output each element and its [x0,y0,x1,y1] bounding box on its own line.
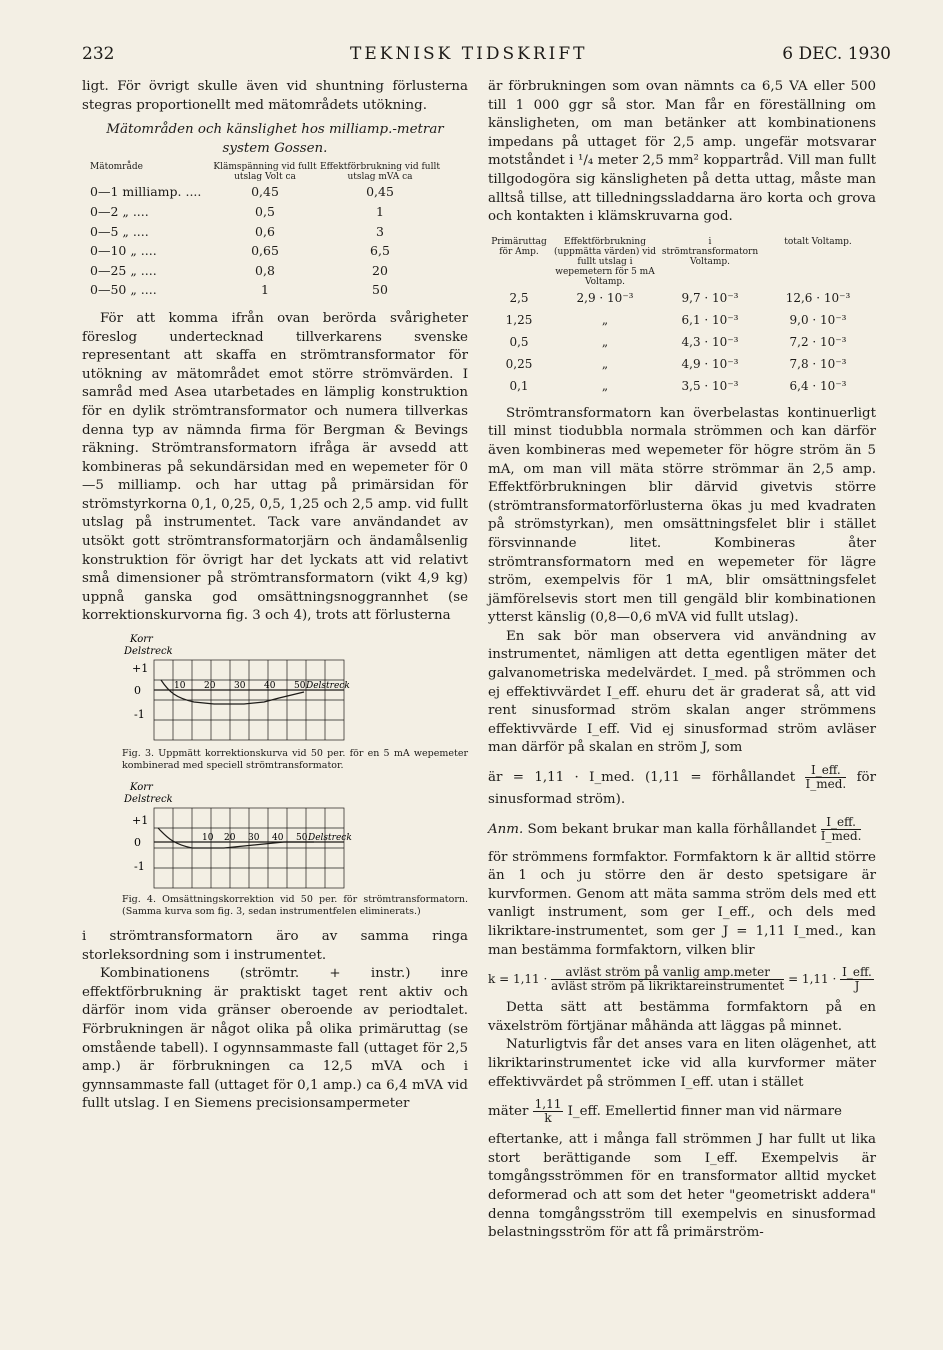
equation-text: är = 1,11 · I_med. (1,11 = förhållandet [488,770,796,786]
paragraph: Naturligtvis får det anses vara en liten olägenhet, att likriktarinstrumentet icke vid alla kurvformer mäter effektivvärdet på strömmen I_eff. utan i stället [488,1037,876,1090]
table-title: Mätområden och känslighet hos milliamp.-metrar system Gossen. [106,122,444,156]
table-body [90,182,440,300]
tick-label: +1 [132,662,149,676]
table-header: totalt Voltamp. [784,236,852,247]
table-row [90,202,440,222]
table-row [488,287,876,309]
equation-text: k = 1,11 · [488,972,548,987]
table-row [90,280,440,300]
fraction [533,1098,564,1125]
tick-label: 0 [134,684,141,698]
table-header: Primäruttag för Amp. [491,236,547,257]
table-cell: 9,7 · 10⁻³ [681,290,739,305]
denominator: I_med. [805,777,847,792]
numerator: I_eff. [821,816,862,830]
table-cell: 0,65 [251,243,279,259]
figure-3 [114,632,354,742]
table-cell: 0—25 „ .... [90,262,157,278]
y-axis-label: Delstreck [124,646,173,658]
table-cell: 0—1 milliamp. .... [90,184,202,200]
figure-3-chart [114,632,354,742]
table-cell: „ [601,356,609,371]
grid [154,660,344,740]
paragraph: Kombinationens (strömtr. + instr.) inre effektförbrukning är praktiskt taget rent aktiv och därför inom vida gränser oberoende av periodtalet. Förbrukningen är något olika på olika primäruttag (se omstående tabell). I ogynnsammaste fall (uttaget för 2,5 amp.) är förbrukningen ca 12,5 mVA och i gynnsammaste fall (uttaget för 0,1 amp.) ca 6,4 mVA vid fullt utslag. I en Siemens precisionsampermeter [82,966,468,1112]
table-body [488,287,876,397]
numerator: I_eff. [842,965,872,980]
paragraph: Detta sätt att bestämma formfaktorn på en växelström förtjänar måhända att läggas på minnet. [488,1000,876,1034]
paragraph: Strömtransformatorn kan överbelastas kontinuerligt till minst tiodubbla normala strömmen och kan därför även kombineras med wepemeter för högre ström än 5 mA, om man vill mäta större strömmar än 2,5 amp. Effektförbrukningen blir därvid givetvis större (strömtransformatorförlusterna ökas ju med kvadraten på strömstyrkan), men omsättningsfelet blir i stället försvinnande litet. Kombineras åter strömtransformatorn med en wepemeter för lägre ström, exempelvis för 1 mA, blir omsättningsfelet jämförelsevis stort men till gengäld blir kombinationen ytterst känslig (0,8—0,6 mVA vid fullt utslag). [488,405,876,626]
table-header: Klämspänning vid fullt utslag Volt ca [213,162,317,183]
table-row [90,222,440,242]
note-label: Anm. [488,821,524,837]
table-cell: 20 [372,262,388,278]
table-cell: 4,3 · 10⁻³ [681,334,739,349]
paragraph: eftertanke, att i många fall strömmen J har fullt ut lika stort berättigande som I_eff. Exempelvis är tomgångsströmmen för en transformator alltid mycket deformerad och att som det heter "geometriskt addera" denna tomgångsström till exempelvis en sinusformad belastningsström för att få primärström- [488,1132,876,1241]
table-row [488,353,876,375]
tick-label: -1 [134,708,145,722]
y-axis-label: Delstreck [124,794,173,806]
table-header: Effektförbrukning vid fullt utslag mVA ca [320,162,440,183]
x-tick-label: 40 [272,833,284,844]
equation [488,1098,876,1125]
x-axis-label: Delstreck [306,681,350,692]
table-cell: 1 [376,203,384,219]
x-tick-label: 10 [174,681,186,692]
x-tick-label: 20 [224,833,236,844]
equation [488,966,876,993]
x-tick-label: 40 [264,681,276,692]
table-cell: 12,6 · 10⁻³ [785,290,851,305]
table-cell: 3 [376,223,384,239]
x-tick-label: 10 [202,833,214,844]
table-cell: 0—10 „ .... [90,243,157,259]
paragraph: i strömtransformatorn äro av samma ringa storleksordning som i instrumentet. [82,929,468,963]
correction-curve [158,828,314,848]
table-header: i strömtransformatorn Voltamp. [661,236,759,267]
table-cell: 7,2 · 10⁻³ [789,334,847,349]
denominator: avläst ström på likriktareinstrumentet [551,979,785,994]
x-axis-label: Delstreck [308,833,352,844]
table-cell: 7,8 · 10⁻³ [789,356,847,371]
tick-label: -1 [134,860,145,874]
sensitivity-table [90,162,440,300]
y-axis-label: Korr [130,782,153,794]
power-consumption-table [488,237,876,397]
equation-text: för sinusformad ström). [488,770,877,808]
fraction [551,966,784,993]
table-cell: 9,0 · 10⁻³ [789,312,847,327]
table-cell: 2,5 [509,290,529,305]
table-cell: 0,5 [255,203,275,219]
x-tick-label: 50 [296,833,308,844]
table-row [488,309,876,331]
left-column [82,78,468,1114]
table-cell: 0,8 [255,262,275,278]
table-row [488,331,876,353]
paragraph: för strömmens formfaktor. Formfaktorn k är alltid större än 1 och ju större den är desto spetsigare är kurvformen. Genom att mäta samma ström dels med ett vanligt instrument, som ger I_eff., och dels med likriktare-instrumentet, som ger J = 1,11 I_med., kan man bestämma formfaktorn, vilken blir [488,849,876,958]
equation-text: mäter [488,1104,529,1120]
figure-4-caption: Fig. 4. Omsättningskorrektion vid 50 per. för strömtransformatorn. (Samma kurva som fig. 3, sedan instrumentfelen eliminerats.) [122,894,468,918]
x-tick-label: 30 [248,833,260,844]
denominator: I_med. [820,828,862,843]
table-cell: 0—5 „ .... [90,223,149,239]
table-cell: 2,9 · 10⁻³ [576,290,634,305]
table-cell: „ [601,312,609,327]
table-cell: 1 [261,282,269,298]
equation-text: = 1,11 · [788,972,837,987]
table-row [488,375,876,397]
table-cell: 0,1 [509,378,529,393]
denominator: J [854,979,860,994]
table-cell: 3,5 · 10⁻³ [681,378,739,393]
page-number: 232 [82,44,115,64]
equation-text: I_eff. Emellertid finner man vid närmare [567,1104,842,1120]
figure-3-caption: Fig. 3. Uppmätt korrektionskurva vid 50 per. för en 5 mA wepemeter kombinerad med speciell strömtransformator. [122,748,468,772]
table-cell: 0,45 [366,184,394,200]
issue-date: 6 DEC. 1930 [782,44,891,64]
table-cell: 0,25 [505,356,533,371]
table-header: Effektförbrukning (uppmätta värden) vid fullt utslag i wepemetern för 5 mA Voltamp. [554,236,656,287]
paragraph: ligt. För övrigt skulle även vid shuntning förlusterna stegras proportionellt med mätområdets utökning. [82,79,468,113]
table-cell: 0—50 „ .... [90,282,157,298]
table-cell: 0,5 [509,334,529,349]
note-text: Som bekant brukar man kalla förhållandet [527,821,817,837]
table-row [90,241,440,261]
grid [154,808,344,888]
table-row [90,182,440,202]
paragraph: En sak bör man observera vid användning av instrumentet, nämligen att detta egentligen mäter det galvanometriska medelvärdet. I_med. på strömmen och ej effektivvärdet I_eff. ehuru det är graderat så, att vid rent sinusformad ström skalan anger strömmens effektivvärde I_eff. Vid ej sinusformad ström avläser man därför på skalan en ström J, som [488,628,876,756]
fraction [821,816,862,843]
figure-4 [114,780,354,890]
table-cell: „ [601,334,609,349]
tick-label: +1 [132,814,149,828]
equation [488,764,876,810]
numerator: I_eff. [805,764,846,778]
x-tick-label: 30 [234,681,246,692]
table-cell: 6,5 [370,243,390,259]
denominator: k [544,1111,552,1126]
x-tick-label: 50 [294,681,306,692]
x-tick-label: 20 [204,681,216,692]
table-cell: 6,1 · 10⁻³ [681,312,739,327]
table-row [90,261,440,281]
table-cell: 0—2 „ .... [90,203,149,219]
table-cell: 0,45 [251,184,279,200]
fraction [805,764,846,791]
table-cell: 1,25 [505,312,533,327]
table-cell: 50 [372,282,388,298]
fraction [840,966,874,993]
figure-4-chart [114,780,354,890]
y-axis-label: Korr [130,634,153,646]
numerator: avläst ström på vanlig amp.meter [551,966,784,980]
table-cell: 4,9 · 10⁻³ [681,356,739,371]
numerator: 1,11 [534,1097,562,1112]
paragraph: För att komma ifrån ovan berörda svårigheter föreslog undertecknad tillverkarens svenske representant att skaffa en strömtransformator för utökning av mätområdet emot större strömvärden. I samråd med Asea utarbetades en lämplig konstruktion för en dylik strömtransformator och numera tillverkas denna typ av nämnda firma för Bergman & Bevings räkning. Strömtransformatorn ifråga är avsedd att kombineras på sekundärsidan med en wepemeter för 0—5 milliamp. och har uttag på primärsidan för strömstyrkorna 0,1, 0,25, 0,5, 1,25 och 2,5 amp. vid fullt utslag på instrumentet. Tack vare användandet av utsökt gott strömtransformatorjärn och ändamålsenlig konstruktion för övrigt har det lyckats att vid relativt små dimensioner på strömtransformatorn (vikt 4,9 kg) uppnå ganska god omsättningsnoggrannhet (se korrektionskurvorna fig. 3 och 4), trots att förlusterna [82,310,468,624]
table-cell: 0,6 [255,223,275,239]
table-header: Mätområde [90,162,143,173]
table-cell: „ [601,378,609,393]
note [488,816,876,843]
right-column [488,78,876,1243]
tick-label: 0 [134,836,141,850]
paragraph: är förbrukningen som ovan nämnts ca 6,5 VA eller 500 till 1 000 ggr så stor. Man får en föreställning om känsligheten, om man betänker att kombinationens impedans på uttaget för 2,5 amp. ungefär motsvarar motståndet i ¹/₄ meter 2,5 mm² koppartråd. Vill man fullt tillgodogöra sig känsligheten på detta uttag, måste man alltså tillse, att tilledningssladdarna äro korta och grova och kontakten i klämskruvarna god. [488,79,876,225]
table-cell: 6,4 · 10⁻³ [789,378,847,393]
journal-title: TEKNISK TIDSKRIFT [350,44,588,64]
